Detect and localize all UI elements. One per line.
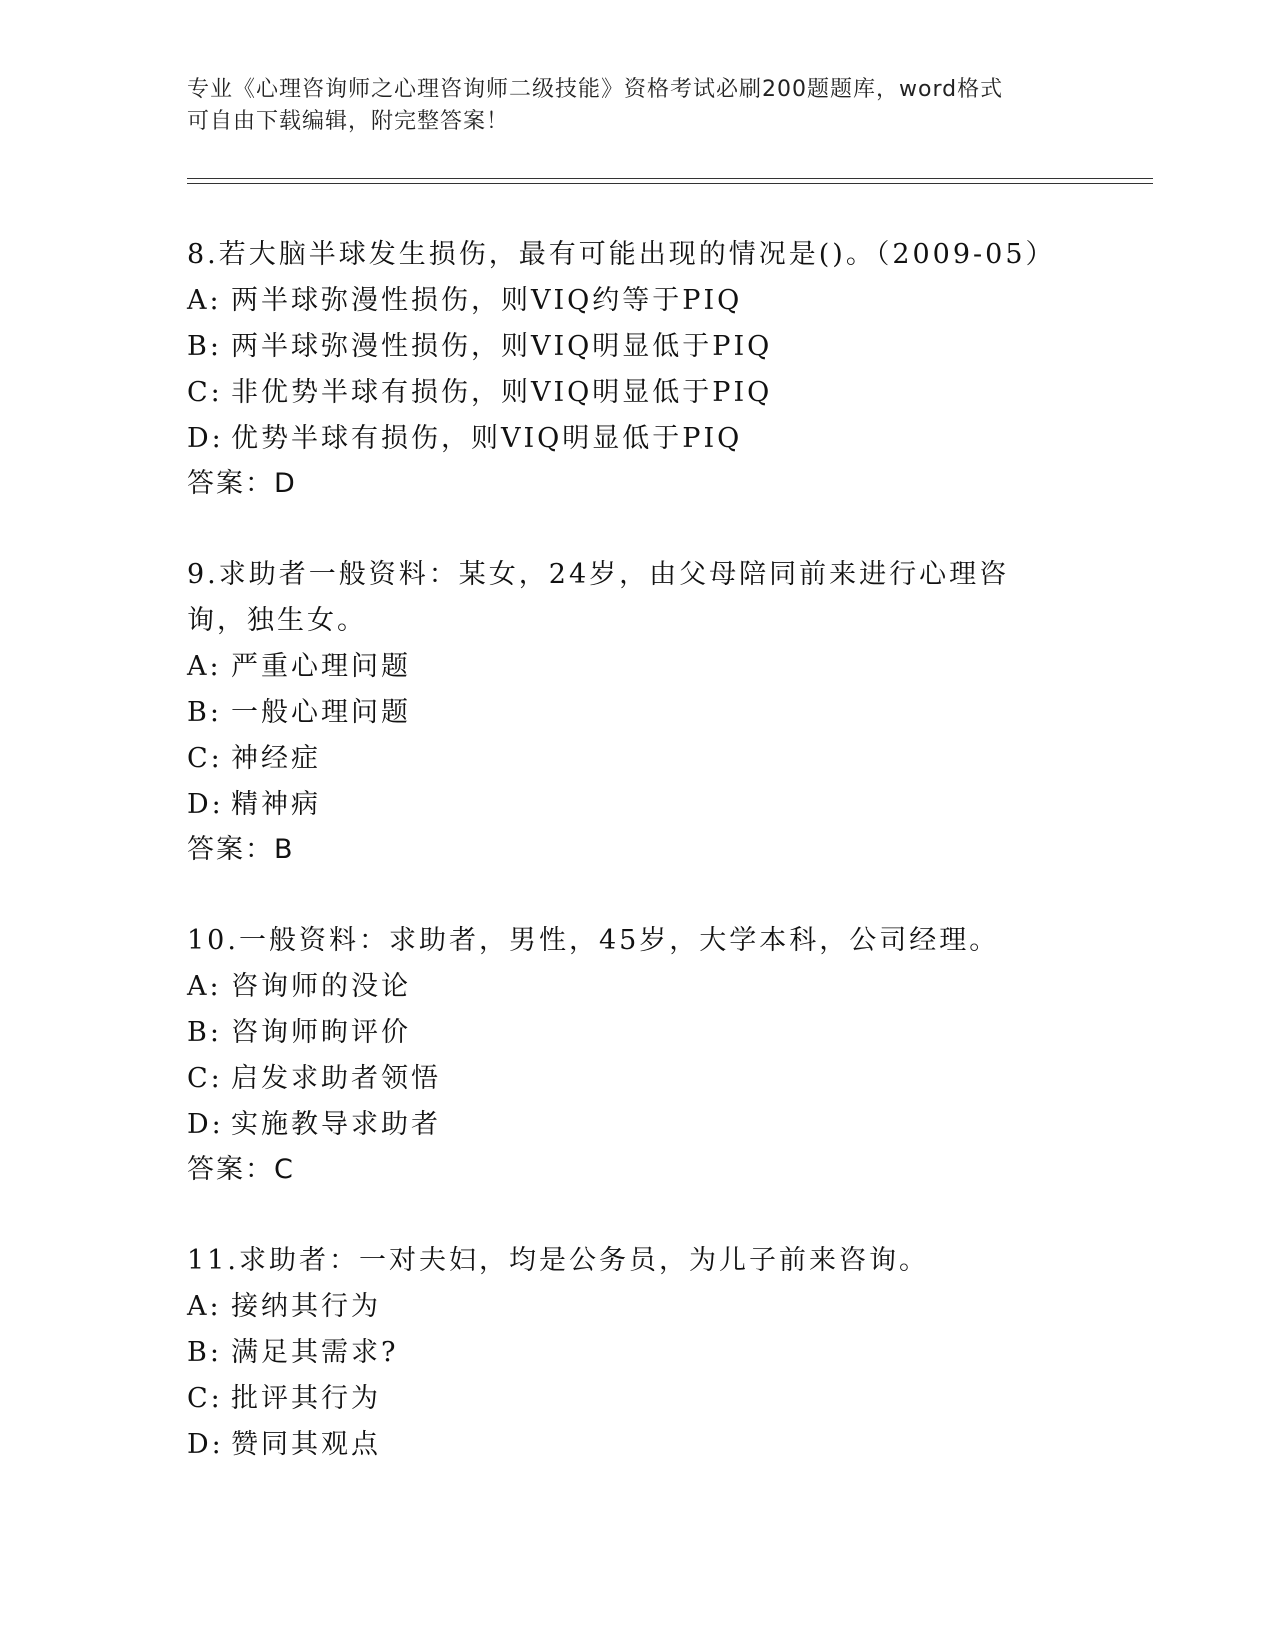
- option-text: 咨询师的没论: [231, 971, 411, 1002]
- option-text: 实施教导求助者: [231, 1109, 441, 1140]
- header-divider-bottom: [187, 183, 1153, 184]
- option-letter: C:: [187, 1063, 223, 1094]
- option-c: [187, 1376, 1087, 1422]
- answer: 答案：C: [187, 1154, 295, 1185]
- option-text: 两半球弥漫性损伤，则VIQ约等于PIQ: [231, 285, 743, 316]
- option-d: [187, 416, 1087, 462]
- option-text: 严重心理问题: [231, 651, 411, 682]
- option-text: 批评其行为: [231, 1383, 381, 1414]
- option-d: [187, 1422, 1087, 1468]
- option-letter: D:: [187, 1429, 224, 1460]
- option-text: 接纳其行为: [231, 1291, 381, 1322]
- option-letter: B:: [187, 1017, 222, 1048]
- question-text: 11.求助者：一对夫妇，均是公务员，为儿子前来咨询。: [187, 1245, 929, 1276]
- option-b: [187, 1330, 1087, 1376]
- option-c: [187, 736, 1087, 782]
- option-text: 非优势半球有损伤，则VIQ明显低于PIQ: [231, 377, 773, 408]
- header-line-2: 可自由下载编辑，附完整答案！: [187, 109, 510, 134]
- option-letter: C:: [187, 377, 223, 408]
- option-c: [187, 1056, 1087, 1102]
- option-b: [187, 324, 1087, 370]
- option-text: 启发求助者领悟: [231, 1063, 441, 1094]
- option-a: [187, 644, 1087, 690]
- option-letter: B:: [187, 697, 222, 728]
- option-letter: D:: [187, 1109, 224, 1140]
- option-text: 满足其需求?: [231, 1337, 399, 1368]
- option-letter: D:: [187, 789, 224, 820]
- question-10: [187, 918, 1087, 1192]
- option-b: [187, 690, 1087, 736]
- option-b: [187, 1010, 1087, 1056]
- option-a: [187, 964, 1087, 1010]
- option-a: [187, 278, 1087, 324]
- answer: 答案：B: [187, 834, 295, 865]
- option-letter: D:: [187, 423, 224, 454]
- document-header: [187, 74, 1067, 138]
- question-list: [187, 232, 1087, 1514]
- option-letter: A:: [187, 285, 222, 316]
- option-a: [187, 1284, 1087, 1330]
- option-text: 两半球弥漫性损伤，则VIQ明显低于PIQ: [231, 331, 773, 362]
- answer: 答案：D: [187, 468, 297, 499]
- option-text: 优势半球有损伤，则VIQ明显低于PIQ: [231, 423, 743, 454]
- header-line-1: 专业《心理咨询师之心理咨询师二级技能》资格考试必刷200题题库，word格式: [187, 77, 1004, 102]
- option-letter: B:: [187, 331, 222, 362]
- option-d: [187, 782, 1087, 828]
- question-9: [187, 552, 1087, 872]
- header-divider-top: [187, 178, 1153, 179]
- option-letter: B:: [187, 1337, 222, 1368]
- question-11: [187, 1238, 1087, 1468]
- option-c: [187, 370, 1087, 416]
- option-letter: C:: [187, 743, 223, 774]
- question-text: 9.求助者一般资料：某女，24岁，由父母陪同前来进行心理咨询，独生女。: [187, 559, 1010, 636]
- question-8: [187, 232, 1087, 506]
- option-letter: A:: [187, 651, 222, 682]
- question-text: 10.一般资料：求助者，男性，45岁，大学本科，公司经理。: [187, 925, 1000, 956]
- option-text: 神经症: [231, 743, 321, 774]
- option-text: 精神病: [231, 789, 321, 820]
- option-letter: A:: [187, 1291, 222, 1322]
- question-text: 8.若大脑半球发生损伤，最有可能出现的情况是()。（2009-05）: [187, 239, 1056, 270]
- option-text: 赞同其观点: [231, 1429, 381, 1460]
- option-text: 咨询师眗评价: [231, 1017, 411, 1048]
- option-d: [187, 1102, 1087, 1148]
- option-letter: C:: [187, 1383, 223, 1414]
- option-text: 一般心理问题: [231, 697, 411, 728]
- option-letter: A:: [187, 971, 222, 1002]
